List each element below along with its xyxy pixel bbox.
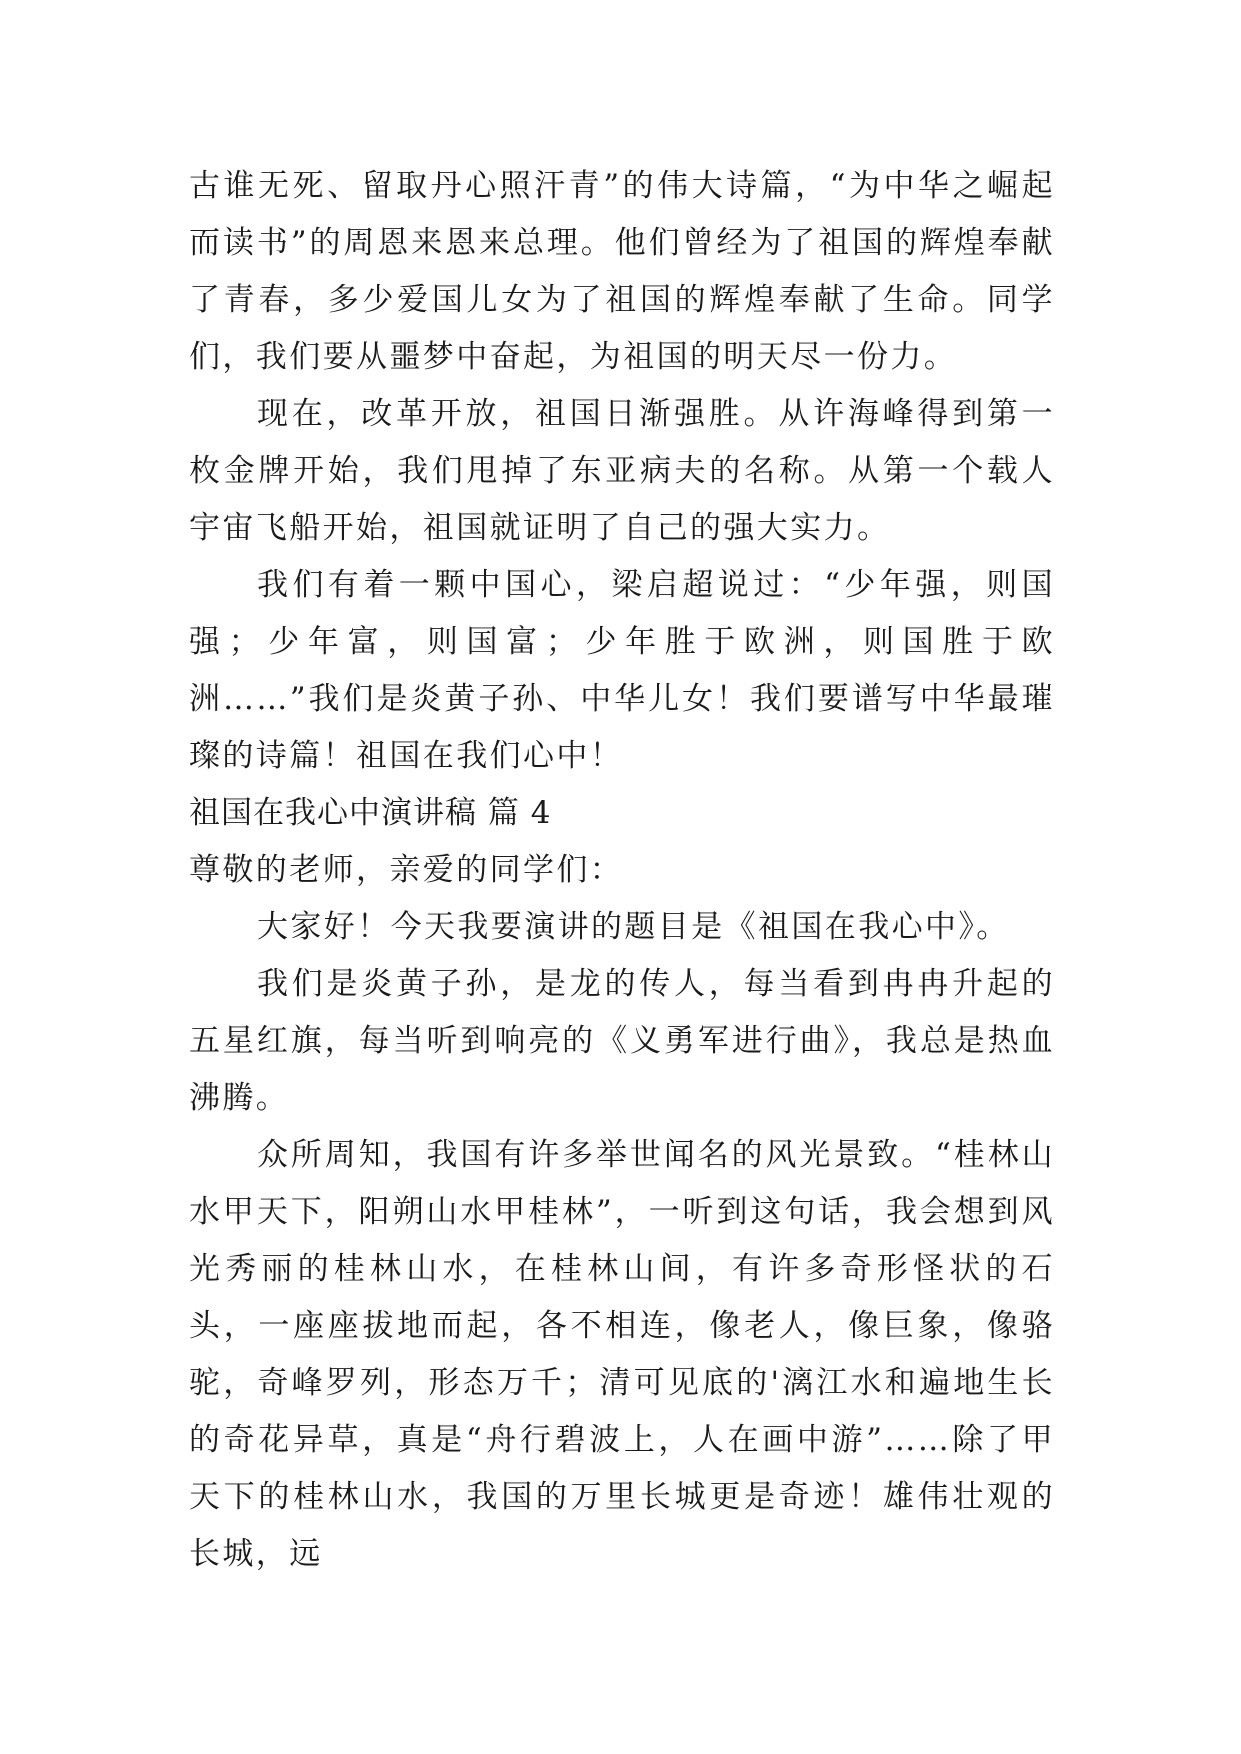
paragraph-greeting: 大家好！今天我要演讲的题目是《祖国在我心中》。 <box>257 909 1010 945</box>
document-body <box>189 158 1055 1583</box>
paragraph-continuation: 古谁无死、留取丹心照汗青”的伟大诗篇，“为中华之崛起而读书”的周恩来恩来总理。他们曾经为了祖国的辉煌奉献了青春，多少爱国儿女为了祖国的辉煌奉献了生命。同学们，我们要从噩梦中奋起，为祖国的明天尽一份力。 <box>189 168 1055 375</box>
paragraph-descendants: 我们是炎黄子孙，是龙的传人，每当看到冉冉升起的五星红旗，每当听到响亮的《义勇军进行曲》，我总是热血沸腾。 <box>189 966 1055 1116</box>
paragraph-reform: 现在，改革开放，祖国日渐强胜。从许海峰得到第一枚金牌开始，我们甩掉了东亚病夫的名称。从第一个载人宇宙飞船开始，祖国就证明了自己的强大实力。 <box>189 396 1055 546</box>
paragraph-chinese-heart: 我们有着一颗中国心，梁启超说过：“少年强，则国强；少年富，则国富；少年胜于欧洲，则国胜于欧洲……”我们是炎黄子孙、中华儿女！我们要谱写中华最璀璨的诗篇！祖国在我们心中！ <box>189 567 1055 774</box>
salutation: 尊敬的老师，亲爱的同学们： <box>189 852 624 888</box>
section-heading: 祖国在我心中演讲稿 篇 4 <box>189 795 552 831</box>
paragraph-scenery: 众所周知，我国有许多举世闻名的风光景致。“桂林山水甲天下，阳朔山水甲桂林”，一听到这句话，我会想到风光秀丽的桂林山水，在桂林山间，有许多奇形怪状的石头，一座座拔地而起，各不相连，像老人，像巨象，像骆驼，奇峰罗列，形态万千；清可见底的'漓江水和遍地生长的奇花异草，真是“舟行碧波上，人在画中游”……除了甲天下的桂林山水，我国的万里长城更是奇迹！雄伟壮观的长城，远 <box>189 1137 1055 1572</box>
